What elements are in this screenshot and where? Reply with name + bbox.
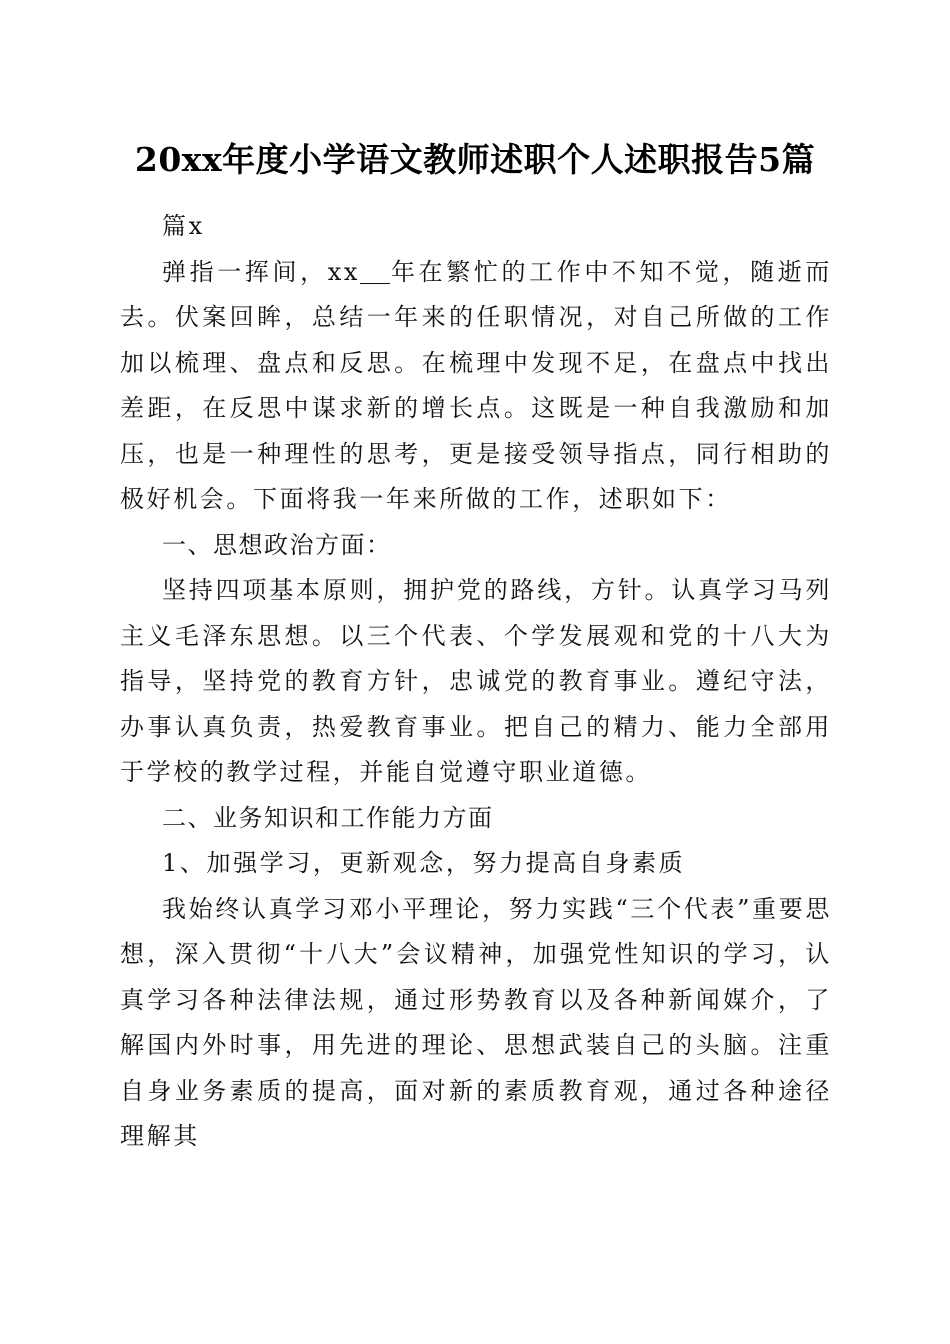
political-paragraph: 坚持四项基本原则，拥护党的路线，方针。认真学习马列主义毛泽东思想。以三个代表、个学发展观和党的十八大为指导，坚持党的教育方针，忠诚党的教育事业。遵纪守法，办事认真负责，热爱教育事业。把自己的精力、能力全部用于学校的教学过程，并能自觉遵守职业道德。 <box>120 576 832 786</box>
heading-political: 一、思想政治方面： <box>162 530 392 559</box>
document-body <box>120 204 832 1160</box>
intro-paragraph-start: 弹指一挥间，xx <box>162 257 361 286</box>
intro-paragraph-rest: 年在繁忙的工作中不知不觉，随逝而去。伏案回眸，总结一年来的任职情况，对自己所做的工作加以梳理、盘点和反思。在梳理中发现不足，在盘点中找出差距，在反思中谋求新的增长点。这既是一种自我激励和加压，也是一种理性的思考，更是接受领导指点，同行相助的极好机会。下面将我一年来所做的工作，述职如下： <box>120 257 832 513</box>
subheading-study: 1、加强学习，更新观念，努力提高自身素质 <box>162 849 686 877</box>
section-label: 篇x <box>162 212 205 240</box>
heading-professional: 二、业务知识和工作能力方面 <box>162 803 494 832</box>
blank-underline <box>360 259 390 284</box>
document-title: 20xx年度小学语文教师述职个人述职报告5篇 <box>134 140 816 179</box>
study-paragraph: 我始终认真学习邓小平理论，努力实践“三个代表”重要思想，深入贯彻“十八大”会议精神，加强党性知识的学习，认真学习各种法律法规，通过形势教育以及各种新闻媒介，了解国内外时事，用先进的理论、思想武装自己的头脑。注重自身业务素质的提高，面对新的素质教育观，通过各种途径理解其 <box>120 894 832 1150</box>
intro-paragraph <box>120 250 832 523</box>
